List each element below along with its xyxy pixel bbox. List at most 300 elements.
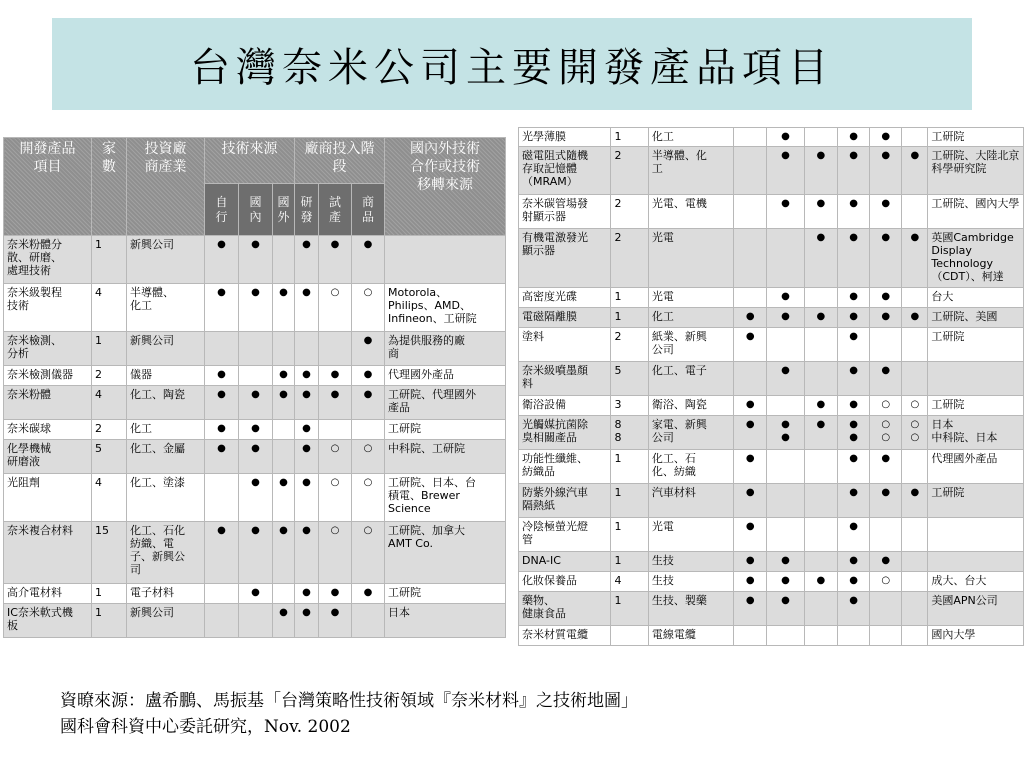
mark-cell xyxy=(870,484,902,518)
mark-cell xyxy=(837,328,869,362)
cooperation-cell xyxy=(928,518,1024,552)
mark-cell xyxy=(804,416,837,450)
mark-cell xyxy=(902,288,928,308)
mark-cell xyxy=(295,440,319,474)
mark-cell xyxy=(804,328,837,362)
filled-dot-icon: ● xyxy=(363,335,373,346)
mark-cell xyxy=(870,195,902,229)
table-row xyxy=(519,450,1024,484)
header-cooperation: 國內外技術 合作或技術 移轉來源 xyxy=(385,138,506,236)
mark-cell xyxy=(870,416,902,450)
industry-cell: 半導體、化 工 xyxy=(648,147,733,195)
header-invest-stage: 廠商投入階 段 xyxy=(295,138,385,184)
filled-dot-icon: ● xyxy=(302,389,311,400)
mark-cell xyxy=(870,552,902,572)
product-cell: 藥物、 健康食品 xyxy=(519,592,611,626)
cooperation-cell: 工研院 xyxy=(385,420,506,440)
mark-cell xyxy=(295,332,319,366)
product-cell: 奈米碳管場發 射顯示器 xyxy=(519,195,611,229)
left-table-body xyxy=(4,236,506,638)
filled-dot-icon: ● xyxy=(849,150,858,161)
filled-dot-icon: ● xyxy=(781,131,790,142)
mark-cell xyxy=(767,288,804,308)
product-cell: 奈米粉體 xyxy=(4,386,92,420)
mark-cell xyxy=(837,288,869,308)
mark-cell xyxy=(734,450,767,484)
mark-cell xyxy=(273,366,295,386)
filled-dot-icon: ● xyxy=(330,369,340,380)
mark-cell xyxy=(295,604,319,638)
product-cell: 光阻劑 xyxy=(4,474,92,522)
filled-dot-icon: ● xyxy=(363,239,373,250)
mark-cell xyxy=(352,236,385,284)
table-row xyxy=(519,592,1024,626)
mark-cell xyxy=(804,362,837,396)
mark-cell xyxy=(902,308,928,328)
filled-dot-icon: ● xyxy=(781,291,790,302)
mark-cell xyxy=(734,592,767,626)
mark-cell xyxy=(767,552,804,572)
open-circle-icon: ○ xyxy=(363,477,373,488)
industry-cell: 新興公司 xyxy=(127,604,205,638)
cooperation-cell: 成大、台大 xyxy=(928,572,1024,592)
filled-dot-icon: ● xyxy=(279,607,288,618)
mark-cell xyxy=(870,128,902,147)
left-product-table xyxy=(3,137,506,638)
product-cell: 奈米級製程 技術 xyxy=(4,284,92,332)
filled-dot-icon: ● xyxy=(849,198,858,209)
mark-cell xyxy=(804,626,837,646)
mark-cell xyxy=(734,416,767,450)
filled-dot-icon: ● xyxy=(363,369,373,380)
mark-cell xyxy=(837,416,869,450)
table-row xyxy=(519,195,1024,229)
filled-dot-icon: ● xyxy=(781,198,790,209)
filled-dot-icon: ● xyxy=(849,399,858,410)
filled-dot-icon: ● xyxy=(849,232,858,243)
filled-dot-icon: ● xyxy=(251,525,260,536)
subheader-pilot: 試 產 xyxy=(319,184,352,236)
filled-dot-icon: ● xyxy=(881,487,891,498)
product-cell: 奈米粉體分 散、研磨、 處理技術 xyxy=(4,236,92,284)
mark-cell xyxy=(870,626,902,646)
mark-cell xyxy=(319,386,352,420)
cooperation-cell: Motorola、 Philips、AMD、 Infineon、工研院 xyxy=(385,284,506,332)
filled-dot-icon: ● xyxy=(781,575,790,586)
mark-cell xyxy=(239,332,273,366)
filled-dot-icon: ● xyxy=(781,432,790,443)
table-row xyxy=(519,362,1024,396)
cooperation-cell: 工研院、日本、台 積電、Brewer Science xyxy=(385,474,506,522)
mark-cell xyxy=(273,236,295,284)
industry-cell: 化工、石化 紡織、電 子、新興公 司 xyxy=(127,522,205,584)
filled-dot-icon: ● xyxy=(302,525,311,536)
filled-dot-icon: ● xyxy=(781,419,790,430)
mark-cell xyxy=(870,518,902,552)
mark-cell xyxy=(870,362,902,396)
mark-cell xyxy=(352,440,385,474)
industry-cell: 新興公司 xyxy=(127,236,205,284)
mark-cell xyxy=(319,236,352,284)
mark-cell xyxy=(352,474,385,522)
mark-cell xyxy=(767,572,804,592)
open-circle-icon: ○ xyxy=(363,287,373,298)
mark-cell xyxy=(295,236,319,284)
industry-cell: 生技、製藥 xyxy=(648,592,733,626)
mark-cell xyxy=(870,288,902,308)
filled-dot-icon: ● xyxy=(816,419,826,430)
filled-dot-icon: ● xyxy=(217,423,226,434)
table-row xyxy=(519,518,1024,552)
industry-cell: 衛浴、陶瓷 xyxy=(648,396,733,416)
mark-cell xyxy=(734,308,767,328)
mark-cell xyxy=(767,484,804,518)
mark-cell xyxy=(767,229,804,288)
mark-cell xyxy=(902,450,928,484)
filled-dot-icon: ● xyxy=(217,525,226,536)
mark-cell xyxy=(205,284,239,332)
product-cell: 光觸媒抗菌除 臭相關產品 xyxy=(519,416,611,450)
mark-cell xyxy=(837,147,869,195)
industry-cell: 家電、新興 公司 xyxy=(648,416,733,450)
mark-cell xyxy=(767,362,804,396)
count-cell: 3 xyxy=(611,396,648,416)
mark-cell xyxy=(273,332,295,366)
filled-dot-icon: ● xyxy=(302,239,311,250)
mark-cell xyxy=(734,572,767,592)
mark-cell xyxy=(870,229,902,288)
filled-dot-icon: ● xyxy=(330,239,340,250)
mark-cell xyxy=(352,420,385,440)
open-circle-icon: ○ xyxy=(330,525,340,536)
mark-cell xyxy=(239,420,273,440)
mark-cell xyxy=(804,229,837,288)
filled-dot-icon: ● xyxy=(251,443,260,454)
filled-dot-icon: ● xyxy=(745,399,755,410)
mark-cell xyxy=(352,284,385,332)
header-tech-source: 技術來源 xyxy=(205,138,295,184)
subheader-self: 自 行 xyxy=(205,184,239,236)
mark-cell xyxy=(352,386,385,420)
mark-cell xyxy=(804,450,837,484)
count-cell: 2 xyxy=(611,229,648,288)
industry-cell: 化工 xyxy=(648,128,733,147)
mark-cell xyxy=(273,284,295,332)
mark-cell xyxy=(804,484,837,518)
filled-dot-icon: ● xyxy=(745,419,755,430)
open-circle-icon: ○ xyxy=(910,432,920,443)
table-row xyxy=(519,416,1024,450)
open-circle-icon: ○ xyxy=(330,287,340,298)
cooperation-cell: 日本 中科院、日本 xyxy=(928,416,1024,450)
open-circle-icon: ○ xyxy=(881,419,891,430)
filled-dot-icon: ● xyxy=(330,587,340,598)
mark-cell xyxy=(205,236,239,284)
mark-cell xyxy=(804,288,837,308)
count-cell: 4 xyxy=(92,474,127,522)
industry-cell: 光電 xyxy=(648,229,733,288)
mark-cell xyxy=(205,474,239,522)
cooperation-cell: 工研院 xyxy=(928,128,1024,147)
count-cell: 2 xyxy=(611,147,648,195)
filled-dot-icon: ● xyxy=(781,150,790,161)
mark-cell xyxy=(319,522,352,584)
mark-cell xyxy=(837,195,869,229)
filled-dot-icon: ● xyxy=(745,311,755,322)
mark-cell xyxy=(767,626,804,646)
mark-cell xyxy=(273,522,295,584)
mark-cell xyxy=(804,396,837,416)
mark-cell xyxy=(319,604,352,638)
open-circle-icon: ○ xyxy=(330,443,340,454)
mark-cell xyxy=(902,518,928,552)
product-cell: 衛浴設備 xyxy=(519,396,611,416)
product-cell: 化妝保養品 xyxy=(519,572,611,592)
count-cell: 2 xyxy=(92,366,127,386)
mark-cell xyxy=(273,386,295,420)
mark-cell xyxy=(804,592,837,626)
filled-dot-icon: ● xyxy=(849,311,858,322)
product-cell: 奈米檢測儀器 xyxy=(4,366,92,386)
count-cell: 1 xyxy=(611,592,648,626)
mark-cell xyxy=(902,328,928,362)
count-cell: 1 xyxy=(611,308,648,328)
filled-dot-icon: ● xyxy=(279,369,288,380)
count-cell: 15 xyxy=(92,522,127,584)
table-row xyxy=(4,284,506,332)
mark-cell xyxy=(734,626,767,646)
mark-cell xyxy=(837,518,869,552)
filled-dot-icon: ● xyxy=(363,587,373,598)
mark-cell xyxy=(239,284,273,332)
filled-dot-icon: ● xyxy=(849,555,858,566)
filled-dot-icon: ● xyxy=(330,389,340,400)
mark-cell xyxy=(734,518,767,552)
filled-dot-icon: ● xyxy=(781,555,790,566)
mark-cell xyxy=(205,386,239,420)
industry-cell: 儀器 xyxy=(127,366,205,386)
count-cell: 1 xyxy=(611,288,648,308)
filled-dot-icon: ● xyxy=(302,369,311,380)
table-row xyxy=(4,584,506,604)
cooperation-cell: 代理國外產品 xyxy=(928,450,1024,484)
mark-cell xyxy=(837,592,869,626)
mark-cell xyxy=(239,366,273,386)
table-row xyxy=(519,288,1024,308)
mark-cell xyxy=(902,416,928,450)
filled-dot-icon: ● xyxy=(816,232,826,243)
mark-cell xyxy=(767,450,804,484)
industry-cell: 新興公司 xyxy=(127,332,205,366)
filled-dot-icon: ● xyxy=(881,555,891,566)
product-cell: 奈米級噴墨顏 料 xyxy=(519,362,611,396)
mark-cell xyxy=(767,592,804,626)
mark-cell xyxy=(804,572,837,592)
filled-dot-icon: ● xyxy=(302,607,311,618)
open-circle-icon: ○ xyxy=(881,432,891,443)
product-cell: 奈米檢測、 分析 xyxy=(4,332,92,366)
filled-dot-icon: ● xyxy=(881,453,891,464)
filled-dot-icon: ● xyxy=(849,365,858,376)
filled-dot-icon: ● xyxy=(745,331,755,342)
filled-dot-icon: ● xyxy=(781,311,790,322)
right-product-table xyxy=(518,127,1024,646)
count-cell: 1 xyxy=(611,518,648,552)
cooperation-cell: 中科院、工研院 xyxy=(385,440,506,474)
mark-cell xyxy=(273,584,295,604)
filled-dot-icon: ● xyxy=(279,525,288,536)
filled-dot-icon: ● xyxy=(251,287,260,298)
industry-cell: 電子材料 xyxy=(127,584,205,604)
mark-cell xyxy=(804,128,837,147)
table-row xyxy=(4,440,506,474)
industry-cell: 汽車材料 xyxy=(648,484,733,518)
mark-cell xyxy=(239,440,273,474)
cooperation-cell: 為提供服務的廠 商 xyxy=(385,332,506,366)
cooperation-cell: 英國Cambridge Display Technology （CDT）、柯達 xyxy=(928,229,1024,288)
filled-dot-icon: ● xyxy=(302,587,311,598)
table-row xyxy=(519,484,1024,518)
mark-cell xyxy=(767,396,804,416)
count-cell: 1 xyxy=(92,332,127,366)
title-band xyxy=(52,18,972,110)
open-circle-icon: ○ xyxy=(910,419,920,430)
slide-title: 台灣奈米公司主要開發產品項目 xyxy=(190,44,834,91)
mark-cell xyxy=(319,474,352,522)
filled-dot-icon: ● xyxy=(745,575,755,586)
filled-dot-icon: ● xyxy=(302,477,311,488)
mark-cell xyxy=(804,552,837,572)
filled-dot-icon: ● xyxy=(745,555,755,566)
filled-dot-icon: ● xyxy=(881,311,891,322)
cooperation-cell: 工研院、加拿大 AMT Co. xyxy=(385,522,506,584)
filled-dot-icon: ● xyxy=(881,291,891,302)
mark-cell xyxy=(205,604,239,638)
mark-cell xyxy=(870,450,902,484)
filled-dot-icon: ● xyxy=(849,432,858,443)
filled-dot-icon: ● xyxy=(781,365,790,376)
product-cell: 奈米材質電纜 xyxy=(519,626,611,646)
table-row xyxy=(519,128,1024,147)
industry-cell: 電線電纜 xyxy=(648,626,733,646)
mark-cell xyxy=(902,572,928,592)
mark-cell xyxy=(273,474,295,522)
filled-dot-icon: ● xyxy=(881,198,891,209)
mark-cell xyxy=(205,584,239,604)
mark-cell xyxy=(902,362,928,396)
filled-dot-icon: ● xyxy=(302,287,311,298)
count-cell: 1 xyxy=(611,484,648,518)
right-table-body xyxy=(519,128,1024,646)
mark-cell xyxy=(319,284,352,332)
product-cell: IC奈米軟式機 板 xyxy=(4,604,92,638)
open-circle-icon: ○ xyxy=(881,399,891,410)
mark-cell xyxy=(734,396,767,416)
count-cell: 1 xyxy=(92,604,127,638)
filled-dot-icon: ● xyxy=(251,239,260,250)
table-row xyxy=(4,236,506,284)
table-row xyxy=(4,366,506,386)
cooperation-cell xyxy=(928,552,1024,572)
mark-cell xyxy=(902,195,928,229)
mark-cell xyxy=(734,128,767,147)
mark-cell xyxy=(870,592,902,626)
industry-cell: 光電、電機 xyxy=(648,195,733,229)
table-row xyxy=(4,474,506,522)
cooperation-cell xyxy=(385,236,506,284)
filled-dot-icon: ● xyxy=(745,453,755,464)
mark-cell xyxy=(870,396,902,416)
product-cell: DNA-IC xyxy=(519,552,611,572)
source-line-2: 國科會科資中心委託研究，Nov. 2002 xyxy=(60,717,351,737)
industry-cell: 化工、塗漆 xyxy=(127,474,205,522)
mark-cell xyxy=(767,328,804,362)
cooperation-cell: 代理國外產品 xyxy=(385,366,506,386)
filled-dot-icon: ● xyxy=(849,487,858,498)
mark-cell xyxy=(837,308,869,328)
cooperation-cell: 工研院、大陸北京 科學研究院 xyxy=(928,147,1024,195)
filled-dot-icon: ● xyxy=(881,365,891,376)
filled-dot-icon: ● xyxy=(217,389,226,400)
filled-dot-icon: ● xyxy=(279,287,288,298)
mark-cell xyxy=(837,362,869,396)
mark-cell xyxy=(902,626,928,646)
count-cell: 4 xyxy=(92,284,127,332)
cooperation-cell: 美國APN公司 xyxy=(928,592,1024,626)
mark-cell xyxy=(205,522,239,584)
filled-dot-icon: ● xyxy=(745,487,755,498)
open-circle-icon: ○ xyxy=(330,477,340,488)
mark-cell xyxy=(319,332,352,366)
header-product: 開發產品 項目 xyxy=(4,138,92,236)
count-cell: 5 xyxy=(92,440,127,474)
filled-dot-icon: ● xyxy=(745,521,755,532)
table-row xyxy=(4,420,506,440)
mark-cell xyxy=(239,522,273,584)
mark-cell xyxy=(837,450,869,484)
header-industry: 投資廠 商產業 xyxy=(127,138,205,236)
mark-cell xyxy=(902,552,928,572)
industry-cell: 光電 xyxy=(648,518,733,552)
mark-cell xyxy=(273,420,295,440)
mark-cell xyxy=(205,420,239,440)
mark-cell xyxy=(804,195,837,229)
filled-dot-icon: ● xyxy=(745,595,755,606)
count-cell: 4 xyxy=(611,572,648,592)
mark-cell xyxy=(205,366,239,386)
filled-dot-icon: ● xyxy=(217,239,226,250)
mark-cell xyxy=(902,229,928,288)
mark-cell xyxy=(837,552,869,572)
count-cell: 8 8 xyxy=(611,416,648,450)
mark-cell xyxy=(239,604,273,638)
filled-dot-icon: ● xyxy=(279,389,288,400)
filled-dot-icon: ● xyxy=(881,150,891,161)
filled-dot-icon: ● xyxy=(330,607,340,618)
filled-dot-icon: ● xyxy=(849,419,858,430)
mark-cell xyxy=(295,420,319,440)
mark-cell xyxy=(837,128,869,147)
filled-dot-icon: ● xyxy=(816,575,826,586)
table-row xyxy=(519,147,1024,195)
count-cell: 1 xyxy=(611,128,648,147)
mark-cell xyxy=(734,328,767,362)
cooperation-cell: 國內大學 xyxy=(928,626,1024,646)
product-cell: 奈米碳球 xyxy=(4,420,92,440)
filled-dot-icon: ● xyxy=(816,198,826,209)
mark-cell xyxy=(767,195,804,229)
open-circle-icon: ○ xyxy=(363,443,373,454)
